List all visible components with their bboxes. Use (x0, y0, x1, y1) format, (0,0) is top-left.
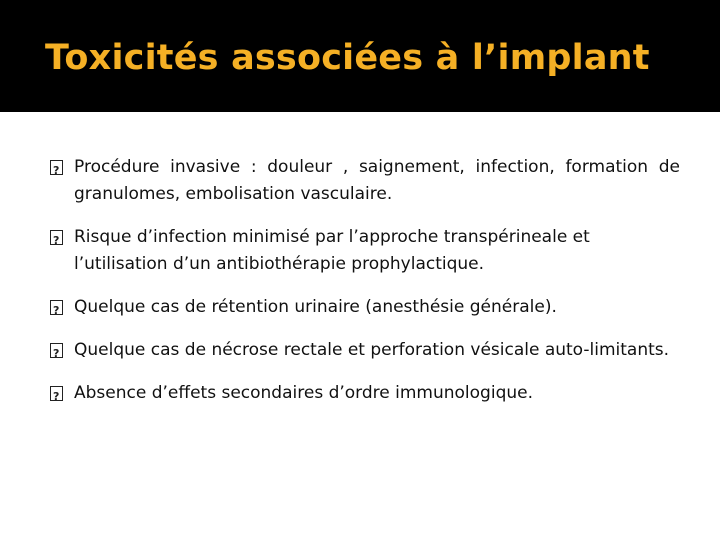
bullet-item (50, 294, 680, 321)
missing-glyph-box-icon (50, 343, 63, 358)
bullet-item (50, 224, 680, 278)
bullet-text: Procédure invasive : douleur , saignement, infection, formation de granulomes, embolisation vasculaire. (74, 157, 680, 204)
bullet-text: Risque d’infection minimisé par l’approche transpérineale et l’utilisation d’un antibiothérapie prophylactique. (74, 227, 590, 274)
bullet-list (50, 154, 680, 423)
missing-glyph-box-icon (50, 160, 63, 175)
bullet-text: Quelque cas de nécrose rectale et perforation vésicale auto-limitants. (74, 340, 670, 360)
bullet-item (50, 337, 680, 364)
bullet-text: Absence d’effets secondaires d’ordre immunologique. (74, 383, 533, 403)
bullet-text: Quelque cas de rétention urinaire (anesthésie générale). (74, 297, 557, 317)
missing-glyph-box-icon (50, 300, 63, 315)
missing-glyph-box-icon (50, 386, 63, 401)
bullet-item (50, 154, 680, 208)
missing-glyph-box-icon (50, 230, 63, 245)
bullet-item (50, 380, 680, 407)
slide-title: Toxicités associées à l’implant (45, 38, 650, 78)
title-bar (0, 0, 720, 112)
